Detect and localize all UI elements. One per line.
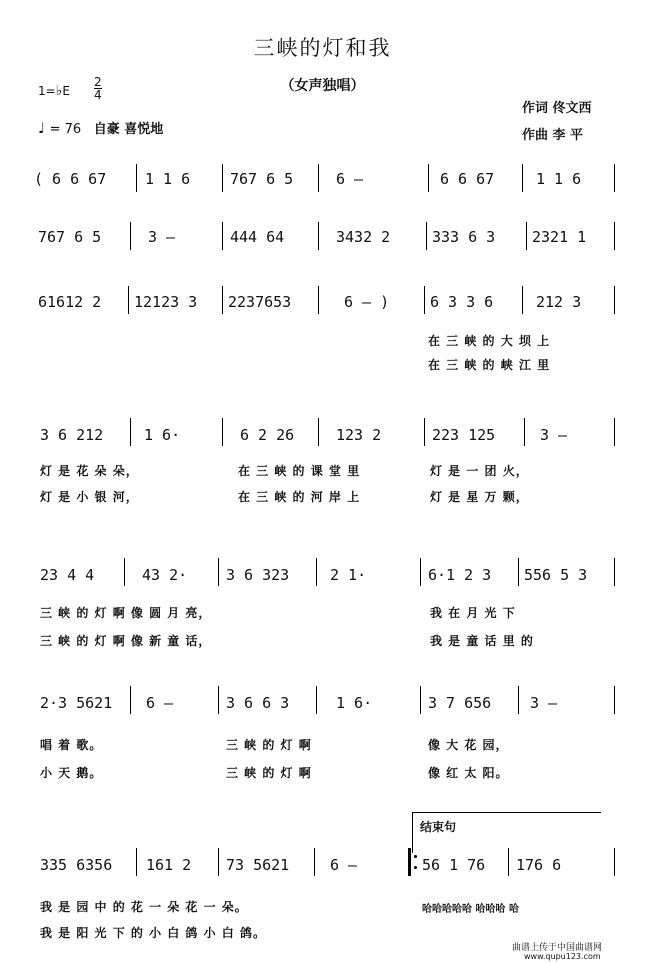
lyric-line: 灯 是 小 银 河，: [40, 490, 139, 504]
measure: 43 2·: [142, 566, 188, 584]
measure: 3432 2: [336, 228, 391, 246]
lyric-line: 像 红 太 阳。: [428, 766, 509, 780]
repeat-barline: [408, 848, 411, 876]
time-bottom: 4: [94, 88, 102, 102]
measure: 3 7 656: [428, 694, 492, 712]
flat-icon: ♭: [55, 83, 63, 99]
barline: [614, 418, 615, 446]
barline: [424, 286, 425, 314]
key-note: E: [62, 84, 70, 98]
measure: 6 –: [330, 856, 358, 874]
barline: [428, 164, 429, 192]
measure: 3 –: [530, 694, 558, 712]
measure: 333 6 3: [432, 228, 496, 246]
measure: 6 3 3 6: [430, 293, 494, 311]
lyric-line: 在 三 峡 的 峡 江 里: [428, 358, 551, 372]
measure: 161 2: [146, 856, 192, 874]
barline: [508, 848, 509, 876]
barline: [614, 558, 615, 586]
measure: 3 6 323: [226, 566, 290, 584]
barline: [130, 686, 131, 714]
barline: [318, 418, 319, 446]
barline: [522, 286, 523, 314]
measure: 6·1 2 3: [428, 566, 492, 584]
expression-text: 自豪 喜悦地: [93, 122, 164, 137]
measure: 6 – ): [344, 293, 390, 311]
lyric-line: 灯 是 一 团 火，: [430, 464, 529, 478]
measure: 73 5621: [226, 856, 290, 874]
barline: [128, 286, 129, 314]
measure: 61612 2: [38, 293, 102, 311]
measure: 6 6 67: [440, 170, 495, 188]
footer-url[interactable]: www.qupu123.com: [524, 952, 601, 961]
lyric-line: 我 是 园 中 的 花 一 朵 花 一 朵。: [40, 900, 248, 914]
barline: [222, 286, 223, 314]
song-title: 三峡的灯和我: [253, 36, 392, 60]
barline: [124, 558, 125, 586]
barline: [316, 686, 317, 714]
measure: 767 6 5: [38, 228, 102, 246]
repeat-dot: [414, 866, 417, 869]
barline: [318, 222, 319, 250]
key-prefix: 1=: [38, 84, 56, 98]
barline: [614, 686, 615, 714]
barline: [424, 418, 425, 446]
lyric-line: 三 峡 的 灯 啊 像 圆 月 亮，: [40, 606, 212, 620]
measure: 6 2 26: [240, 426, 295, 444]
measure: 335 6356: [40, 856, 113, 874]
measure: 767 6 5: [230, 170, 294, 188]
barline: [518, 686, 519, 714]
barline: [218, 558, 219, 586]
barline: [222, 222, 223, 250]
measure: 223 125: [432, 426, 496, 444]
barline: [614, 222, 615, 250]
barline: [420, 558, 421, 586]
barline: [526, 222, 527, 250]
measure: ( 6 6 67: [34, 170, 107, 188]
measure: 1 6·: [336, 694, 373, 712]
measure: 444 64: [230, 228, 285, 246]
measure: 3 –: [148, 228, 176, 246]
measure: 3 6 212: [40, 426, 104, 444]
measure: 2237653: [228, 293, 292, 311]
lyric-line: 小 天 鹅。: [40, 766, 103, 780]
barline: [218, 848, 219, 876]
lyric-line: 灯 是 花 朵 朵，: [40, 464, 139, 478]
barline: [222, 418, 223, 446]
measure: 3 –: [540, 426, 568, 444]
barline: [614, 286, 615, 314]
time-signature: [94, 76, 102, 101]
time-top: 2: [94, 75, 102, 89]
measure: 1 1 6: [536, 170, 582, 188]
tempo-marking: [38, 118, 163, 137]
barline: [318, 164, 319, 192]
barline: [136, 848, 137, 876]
measure: 6 –: [146, 694, 174, 712]
barline: [426, 222, 427, 250]
lyric-line: 三 峡 的 灯 啊: [226, 766, 312, 780]
barline: [218, 686, 219, 714]
measure: 556 5 3: [524, 566, 588, 584]
barline: [420, 686, 421, 714]
measure: 12123 3: [134, 293, 198, 311]
quarter-note-icon: ♩: [38, 119, 46, 137]
lyric-line: 灯 是 星 万 颗，: [430, 490, 529, 504]
measure: 2321 1: [532, 228, 587, 246]
measure: 56 1 76: [422, 856, 486, 874]
lyric-line: 哈哈哈哈哈 哈哈哈 哈: [422, 904, 519, 915]
lyric-line: 在 三 峡 的 河 岸 上: [238, 490, 361, 504]
lyric-line: 三 峡 的 灯 啊 像 新 童 话，: [40, 634, 212, 648]
tempo-value: = 76: [49, 122, 82, 137]
measure: 123 2: [336, 426, 382, 444]
barline: [314, 848, 315, 876]
barline: [518, 558, 519, 586]
key-signature: [38, 83, 70, 99]
lyric-line: 在 三 峡 的 课 堂 里: [238, 464, 361, 478]
lyric-line: 三 峡 的 灯 啊: [226, 738, 312, 752]
barline: [522, 164, 523, 192]
measure: 3 6 6 3: [226, 694, 290, 712]
lyric-line: 我 是 童 话 里 的: [430, 634, 534, 648]
measure: 176 6: [516, 856, 562, 874]
barline: [136, 164, 137, 192]
barline: [318, 286, 319, 314]
barline: [524, 418, 525, 446]
song-subtitle: （女声独唱）: [280, 78, 365, 94]
measure: 23 4 4: [40, 566, 95, 584]
lyric-line: 像 大 花 园，: [428, 738, 509, 752]
barline: [130, 222, 131, 250]
lyric-line: 唱 着 歌。: [40, 738, 103, 752]
measure: 1 1 6: [145, 170, 191, 188]
ending-label: 结束句: [420, 820, 457, 834]
lyric-line: 我 在 月 光 下: [430, 606, 516, 620]
barline: [614, 164, 615, 192]
barline: [222, 164, 223, 192]
lyric-line: 我 是 阳 光 下 的 小 白 鸽 小 白 鸽。: [40, 926, 266, 940]
repeat-dot: [414, 855, 417, 858]
composer-credit: 作曲 李 平: [522, 128, 584, 143]
barline: [316, 558, 317, 586]
measure: 212 3: [536, 293, 582, 311]
measure: 6 –: [336, 170, 364, 188]
lyricist-credit: 作词 佟文西: [522, 101, 592, 116]
footer-source: 曲谱上传于中国曲谱网: [512, 943, 603, 953]
measure: 2 1·: [330, 566, 367, 584]
measure: 2·3 5621: [40, 694, 113, 712]
barline: [130, 418, 131, 446]
measure: 1 6·: [144, 426, 181, 444]
lyric-line: 在 三 峡 的 大 坝 上: [428, 334, 551, 348]
barline: [614, 848, 615, 876]
